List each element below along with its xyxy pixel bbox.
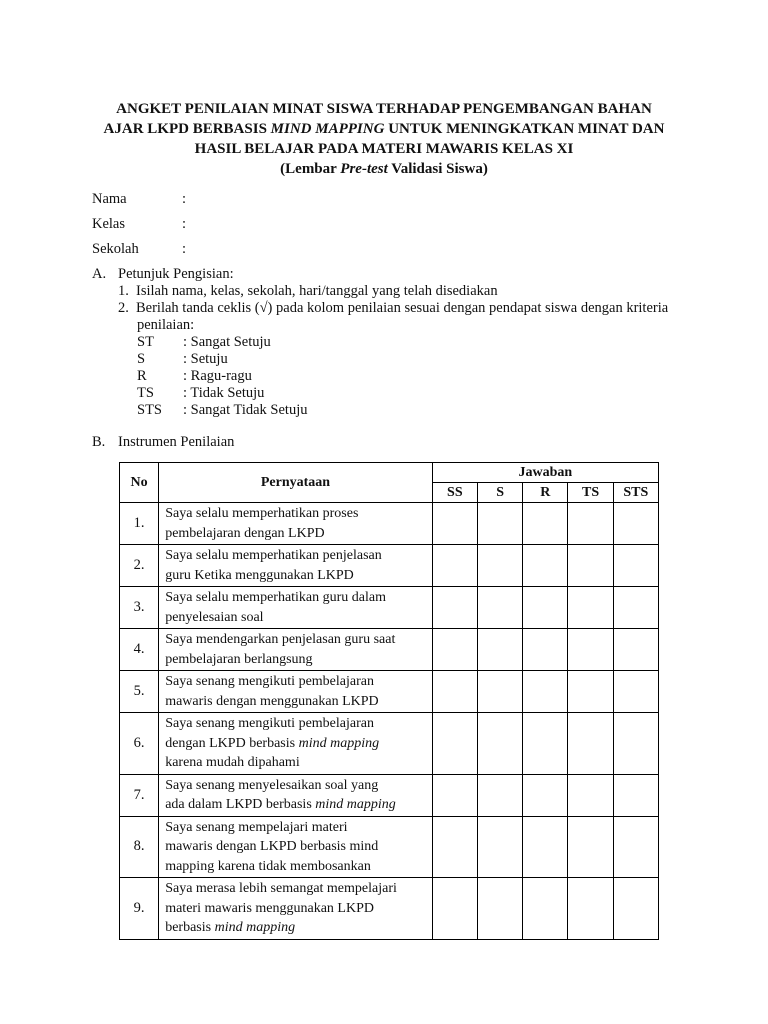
answer-cell-r[interactable] [523,671,568,713]
statement-line: Saya selalu memperhatikan guru dalam [165,590,387,605]
statement-cell [159,774,433,816]
section-marker: B. [92,434,106,450]
answer-cell-r[interactable] [523,816,568,878]
statement-cell [159,503,433,545]
criteria-ts [137,385,264,402]
criteria-code: R [137,368,147,384]
statement-line: karena mudah dipahami [165,755,300,770]
instruction-item-2 [118,300,668,317]
header-no: No [120,463,159,503]
answer-cell-sts[interactable] [613,671,658,713]
statement-line: Saya senang mengikuti pembelajaran [165,674,374,689]
statement-line: materi mawaris menggunakan LKPD [165,900,374,916]
answer-cell-s[interactable] [477,545,522,587]
statement-line: Saya mendengarkan penjelasan guru saat [165,632,396,647]
title-line-4 [0,159,768,179]
title-italic-term: MIND MAPPING [270,121,385,137]
answer-cell-s[interactable] [477,587,522,629]
statement-line: Saya selalu memperhatikan proses [165,506,359,521]
title-line-2-part: AJAR LKPD BERBASIS [103,121,271,137]
criteria-sts [137,402,307,419]
statement-cell [159,545,433,587]
answer-cell-ts[interactable] [568,545,613,587]
table-row [120,774,659,816]
list-text: Isilah nama, kelas, sekolah, hari/tanggal yang telah disediakan [136,283,498,299]
answer-cell-ss[interactable] [432,629,477,671]
criteria-desc: : Sangat Setuju [183,334,271,350]
answer-cell-ts[interactable] [568,503,613,545]
statement-line: Saya merasa lebih semangat mempelajari [165,881,397,896]
answer-cell-ss[interactable] [432,503,477,545]
header-answer-ts: TS [568,483,613,503]
statement-line: Saya senang mengikuti pembelajaran [165,716,374,731]
answer-cell-s[interactable] [477,503,522,545]
list-text: Berilah tanda ceklis (√) pada kolom penilaian sesuai dengan pendapat siswa dengan kriteria [136,300,669,316]
row-number: 9. [120,878,159,940]
statement-line: dengan LKPD berbasis mind mapping [165,735,380,751]
criteria-code: ST [137,334,154,350]
answer-cell-s[interactable] [477,713,522,775]
row-number: 7. [120,774,159,816]
criteria-code: S [137,351,146,367]
answer-cell-sts[interactable] [613,713,658,775]
answer-cell-s[interactable] [477,671,522,713]
answer-cell-ts[interactable] [568,878,613,940]
statement-cell [159,878,433,940]
table-row [120,671,659,713]
answer-cell-ss[interactable] [432,713,477,775]
answer-cell-r[interactable] [523,629,568,671]
answer-cell-s[interactable] [477,629,522,671]
statement-line: Saya senang mempelajari materi [165,819,348,835]
row-number: 5. [120,671,159,713]
criteria-desc: : Tidak Setuju [183,385,265,401]
document-title [0,99,768,179]
instruction-item-1 [118,283,498,300]
row-number: 3. [120,587,159,629]
statement-cell [159,671,433,713]
header-answer: Jawaban [432,463,658,483]
table-row [120,629,659,671]
statement-line: Saya selalu memperhatikan penjelasan [165,548,382,563]
answer-cell-r[interactable] [523,878,568,940]
field-sekolah [92,239,186,259]
statement-line: pembelajaran dengan LKPD [165,525,325,541]
answer-cell-r[interactable] [523,503,568,545]
field-nama [92,189,186,209]
section-a-heading [92,266,234,283]
subtitle-part: (Lembar [280,161,341,177]
subtitle-part: Validasi Siswa) [387,161,488,177]
field-colon: : [182,241,187,257]
answer-cell-ss[interactable] [432,878,477,940]
answer-cell-ss[interactable] [432,587,477,629]
table-row [120,713,659,775]
answer-cell-ss[interactable] [432,545,477,587]
row-number: 2. [120,545,159,587]
statement-cell [159,587,433,629]
answer-cell-sts[interactable] [613,545,658,587]
table-row [120,816,659,878]
statement-line: mapping karena tidak membosankan [165,858,371,874]
answer-cell-ss[interactable] [432,816,477,878]
answer-cell-ts[interactable] [568,671,613,713]
answer-cell-sts[interactable] [613,816,658,878]
criteria-r [137,368,252,385]
answer-cell-r[interactable] [523,774,568,816]
statement-line: berbasis mind mapping [165,920,296,935]
answer-cell-sts[interactable] [613,503,658,545]
table-row [120,503,659,545]
answer-cell-sts[interactable] [613,878,658,940]
criteria-desc: : Ragu-ragu [183,368,252,384]
table-row [120,545,659,587]
answer-cell-r[interactable] [523,713,568,775]
answer-cell-sts[interactable] [613,774,658,816]
answer-cell-sts[interactable] [613,629,658,671]
table-row [120,587,659,629]
list-number: 1. [118,283,129,299]
header-answer-ss: SS [432,483,477,503]
answer-cell-s[interactable] [477,816,522,878]
row-number: 4. [120,629,159,671]
statement-line: penyelesaian soal [165,609,264,625]
statement-cell [159,816,433,878]
statement-line: ada dalam LKPD berbasis mind mapping [165,797,396,812]
criteria-st [137,334,271,351]
answer-cell-s[interactable] [477,878,522,940]
field-kelas [92,214,186,234]
answer-cell-ts[interactable] [568,629,613,671]
statement-line: Saya senang menyelesaikan soal yang [165,777,379,793]
statement-line: pembelajaran berlangsung [165,651,313,667]
answer-cell-r[interactable] [523,587,568,629]
statement-cell [159,629,433,671]
criteria-code: STS [137,402,162,418]
criteria-code: TS [137,385,154,401]
answer-cell-ts[interactable] [568,774,613,816]
section-title: Instrumen Penilaian [118,434,235,450]
answer-cell-ss[interactable] [432,774,477,816]
assessment-table [119,462,659,940]
answer-cell-sts[interactable] [613,587,658,629]
field-label: Kelas [92,216,126,232]
table-row [120,878,659,940]
section-marker: A. [92,266,107,282]
field-colon: : [182,216,187,232]
criteria-s [137,351,228,368]
field-colon: : [182,191,187,207]
header-answer-s: S [477,483,522,503]
instruction-item-2-cont: penilaian: [137,317,195,333]
statement-line: guru Ketika menggunakan LKPD [165,567,354,583]
field-label: Nama [92,191,127,207]
header-answer-r: R [523,483,568,503]
row-number: 1. [120,503,159,545]
header-answer-sts: STS [613,483,658,503]
answer-cell-ts[interactable] [568,816,613,878]
title-line-1: ANGKET PENILAIAN MINAT SISWA TERHADAP PENGEMBANGAN BAHAN [116,101,652,117]
title-line-2-part: UNTUK MENINGKATKAN MINAT DAN [384,121,665,137]
criteria-desc: : Setuju [183,351,228,367]
row-number: 6. [120,713,159,775]
criteria-desc: : Sangat Tidak Setuju [183,402,308,418]
statement-line: mawaris dengan menggunakan LKPD [165,693,379,709]
table-body [120,503,659,940]
section-title: Petunjuk Pengisian: [118,266,234,282]
subtitle-italic-term: Pre-test [340,161,388,177]
section-b-heading [92,434,234,451]
statement-line: mawaris dengan LKPD berbasis mind [165,839,379,854]
answer-cell-ts[interactable] [568,713,613,775]
answer-cell-ss[interactable] [432,671,477,713]
answer-cell-s[interactable] [477,774,522,816]
title-line-3: HASIL BELAJAR PADA MATERI MAWARIS KELAS XI [194,141,574,157]
statement-cell [159,713,433,775]
header-statement: Pernyataan [159,463,433,503]
answer-cell-ts[interactable] [568,587,613,629]
answer-cell-r[interactable] [523,545,568,587]
list-number: 2. [118,300,129,316]
title-line-2 [0,119,768,139]
field-label: Sekolah [92,241,139,257]
row-number: 8. [120,816,159,878]
